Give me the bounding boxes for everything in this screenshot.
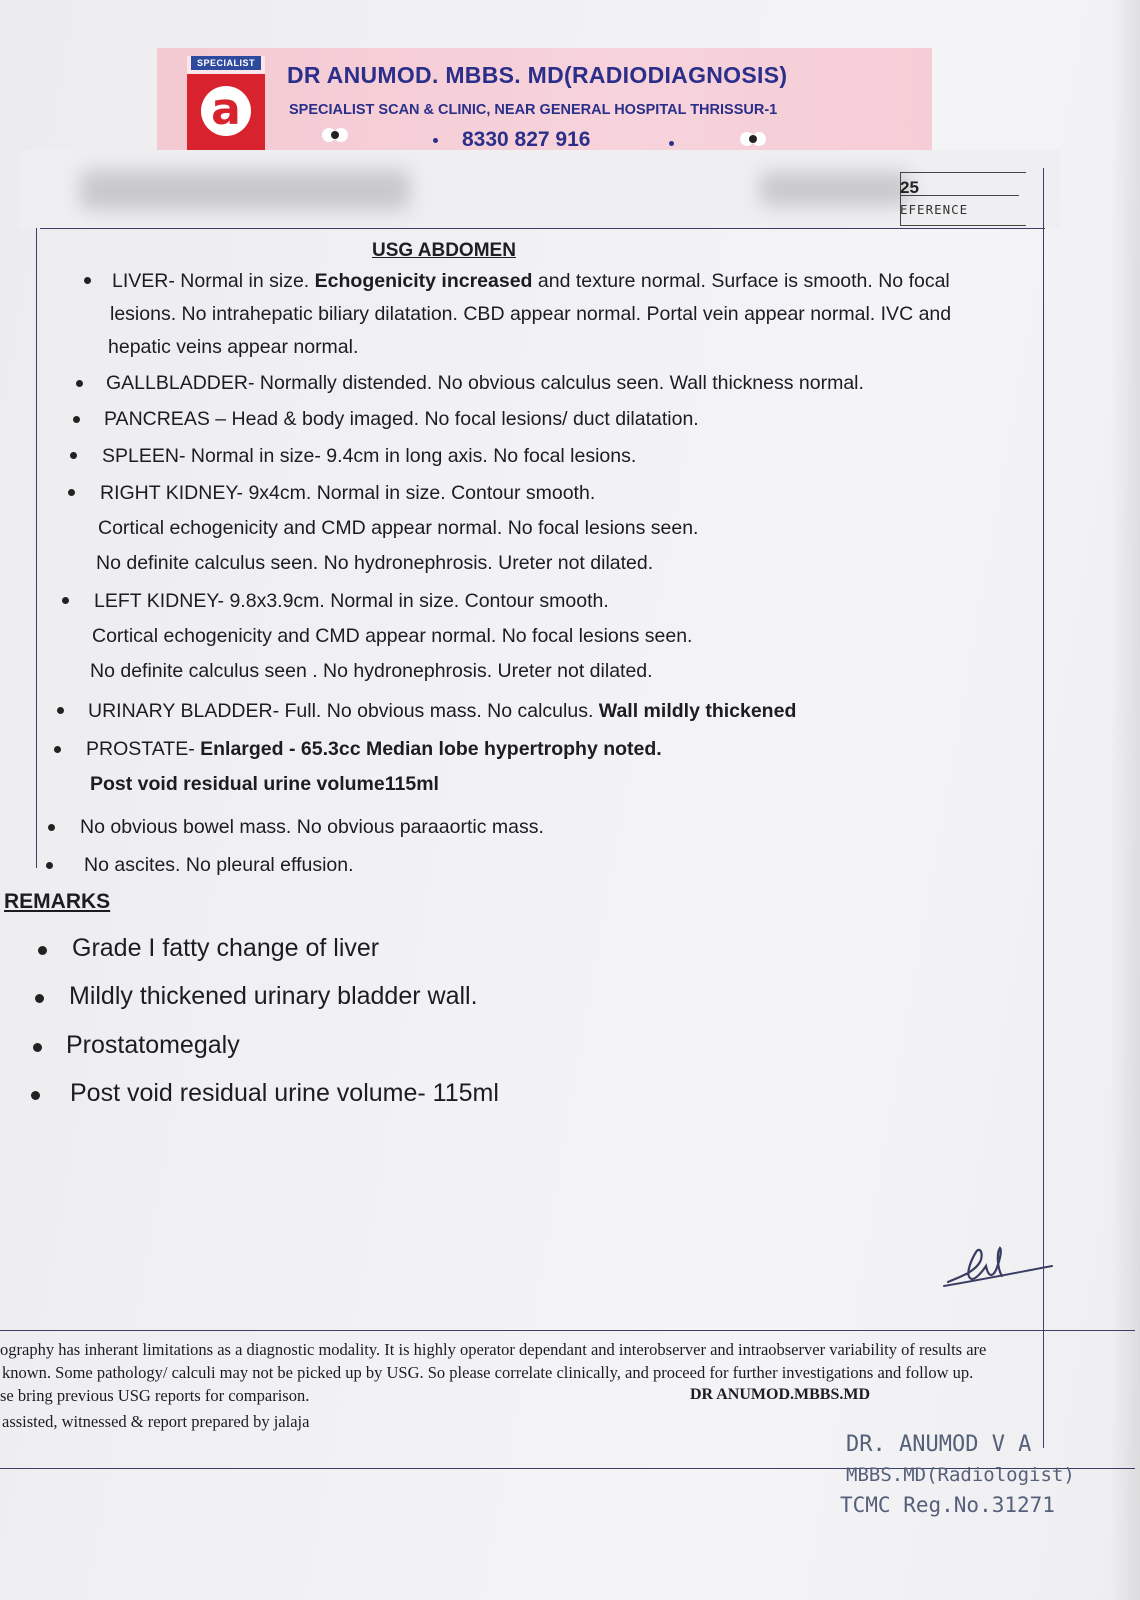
flower-icon (322, 126, 350, 144)
logo-badge: SPECIALIST (191, 56, 261, 70)
finding-ascites: No ascites. No pleural effusion. (84, 854, 354, 876)
bullet-icon (35, 994, 44, 1003)
finding-right-kidney-line2: Cortical echogenicity and CMD appear normal. No focal lesions seen. (98, 517, 699, 539)
remarks-heading: REMARKS (4, 890, 111, 913)
redacted-id (760, 172, 910, 206)
remark-item: Post void residual urine volume- 115ml (70, 1079, 499, 1107)
redacted-name (80, 170, 410, 210)
bullet-icon (62, 597, 69, 604)
finding-spleen: SPLEEN- Normal in size- 9.4cm in long axis. No focal lesions. (102, 445, 637, 467)
finding-liver-line2: lesions. No intrahepatic biliary dilatation. CBD appear normal. Portal vein appear normal. IVC and (110, 303, 952, 325)
finding-left-kidney-line3: No definite calculus seen . No hydronephrosis. Ureter not dilated. (90, 660, 653, 682)
doctor-heading: DR ANUMOD. MBBS. MD(RADIODIAGNOSIS) (287, 62, 788, 88)
finding-urinary-bladder: URINARY BLADDER- Full. No obvious mass. No calculus. Wall mildly thickened (88, 700, 797, 722)
disclaimer-line: known. Some pathology/ calculi may not be picked up by USG. So please correlate clinically, and proceed for further investigations and follow up. (2, 1363, 974, 1382)
page-fold-shadow (1110, 0, 1140, 1600)
frame-line (40, 228, 1045, 229)
logo-glyph: a (201, 86, 251, 136)
finding-right-kidney-line3: No definite calculus seen. No hydronephrosis. Ureter not dilated. (96, 552, 654, 574)
stamp-qualification: MBBS.MD(Radiologist) (846, 1464, 1075, 1486)
clinic-phone: 8330 827 916 (462, 128, 591, 150)
finding-bowel: No obvious bowel mass. No obvious paraaortic mass. (80, 816, 544, 838)
dot-icon (433, 138, 438, 143)
disclaimer-line: ography has inherant limitations as a diagnostic modality. It is highly operator dependant and interobserver and intraobserver variability of results are (0, 1340, 987, 1359)
clinic-logo (187, 56, 265, 150)
finding-liver: LIVER- Normal in size. Echogenicity increased and texture normal. Surface is smooth. No focal (112, 270, 950, 292)
letterhead (157, 48, 932, 150)
bullet-icon (68, 489, 75, 496)
bullet-icon (57, 707, 64, 714)
bullet-icon (31, 1091, 40, 1100)
clinic-address: SPECIALIST SCAN & CLINIC, NEAR GENERAL HOSPITAL THRISSUR-1 (289, 102, 778, 118)
finding-post-void-residual: Post void residual urine volume115ml (90, 773, 439, 795)
finding-prostate: PROSTATE- Enlarged - 65.3cc Median lobe hypertrophy noted. (86, 738, 662, 760)
bullet-icon (48, 824, 55, 831)
bullet-icon (84, 277, 91, 284)
finding-gallbladder: GALLBLADDER- Normally distended. No obvious calculus seen. Wall thickness normal. (106, 372, 864, 394)
remark-item: Prostatomegaly (66, 1031, 240, 1059)
bullet-icon (54, 746, 61, 753)
report-title: USG ABDOMEN (372, 240, 516, 261)
finding-liver-line3: hepatic veins appear normal. (108, 336, 359, 358)
bullet-icon (73, 416, 80, 423)
disclaimer-line: assisted, witnessed & report prepared by jalaja (2, 1412, 310, 1431)
frame-line (36, 228, 37, 868)
remark-item: Grade I fatty change of liver (72, 934, 380, 962)
bullet-icon (38, 946, 47, 955)
finding-pancreas: PANCREAS – Head & body imaged. No focal lesions/ duct dilatation. (104, 408, 699, 430)
remark-item: Mildly thickened urinary bladder wall. (69, 982, 478, 1010)
finding-left-kidney: LEFT KIDNEY- 9.8x3.9cm. Normal in size. Contour smooth. (94, 590, 609, 612)
reference-number: 25 (900, 178, 919, 197)
stamp-name: DR. ANUMOD V A (846, 1432, 1032, 1457)
bullet-icon (46, 862, 53, 869)
finding-left-kidney-line2: Cortical echogenicity and CMD appear normal. No focal lesions seen. (92, 625, 693, 647)
bullet-icon (70, 452, 77, 459)
footer-rule (0, 1330, 1135, 1331)
footer-doctor: DR ANUMOD.MBBS.MD (690, 1386, 870, 1403)
handwritten-signature (940, 1236, 1060, 1296)
disclaimer-line: se bring previous USG reports for comparison. (0, 1386, 310, 1405)
finding-right-kidney: RIGHT KIDNEY- 9x4cm. Normal in size. Contour smooth. (100, 482, 596, 504)
dot-icon (669, 141, 674, 146)
flower-icon (740, 130, 768, 148)
reference-label: EFERENCE (900, 202, 969, 217)
bullet-icon (33, 1043, 42, 1052)
stamp-registration: TCMC Reg.No.31271 (840, 1493, 1055, 1517)
bullet-icon (76, 380, 83, 387)
